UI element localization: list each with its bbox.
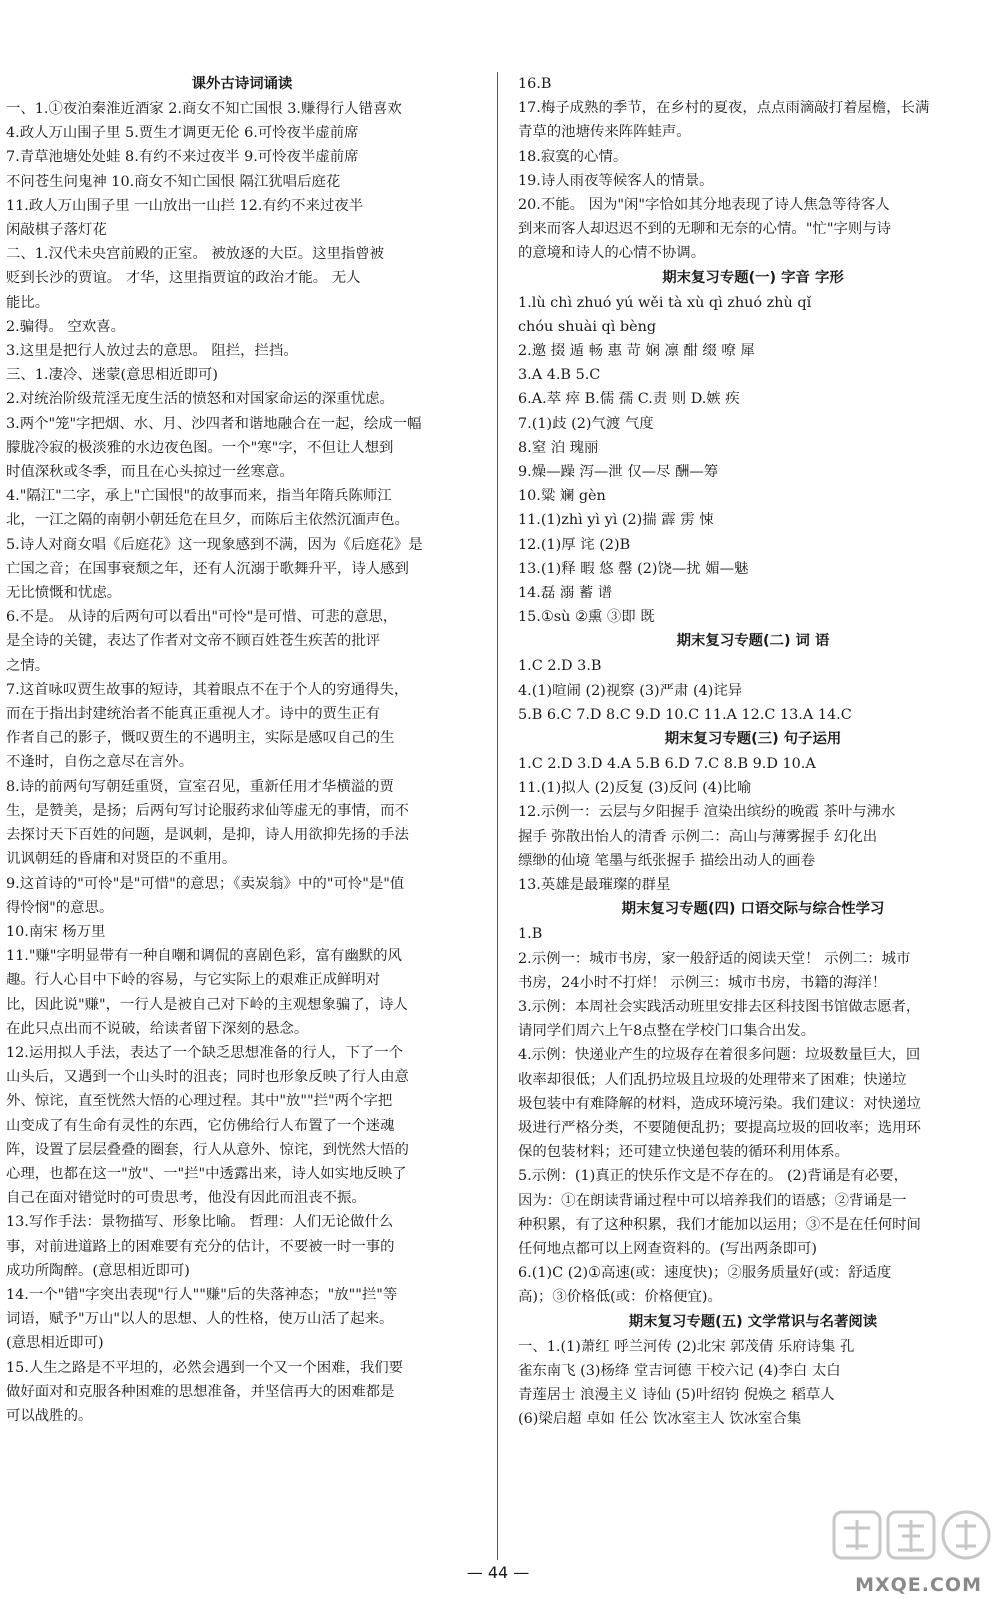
answer-line: 12.(1)厚 诧 (2)B [518, 536, 631, 553]
answer-line: 得怜悯"的意思。 [6, 899, 114, 916]
answer-line: 的意境和诗人的心情不协调。 [518, 245, 706, 262]
answer-line: 5.诗人对商女唱《后庭花》这一现象感到不满，因为《后庭花》是 [6, 536, 423, 553]
section-heading-5: 期末复习专题(五) 文学常识与名著阅读 [628, 1313, 878, 1330]
answer-line: 3.这里是把行人放过去的意思。 阻拦，拦挡。 [6, 343, 298, 360]
section-1-lines [518, 291, 988, 630]
answer-line: 一、1.(1)萧红 呼兰河传 (2)北宋 郭茂倩 乐府诗集 孔 [518, 1338, 855, 1355]
answer-line: 种积累，有了这种积累，我们才能加以运用；③不是在任何时间 [518, 1216, 921, 1233]
answer-line: 去探讨天下百姓的问题，是讽刺，是抑，诗人用欲抑先扬的手法 [6, 827, 409, 844]
answer-line: 6.不是。 从诗的后两句可以看出"可怜"是可惜、可悲的意思， [6, 609, 398, 626]
answer-line: 7.青草池塘处处蛙 8.有约不来过夜半 9.可怜夜半虚前席 [6, 149, 359, 166]
section-heading-3: 期末复习专题(三) 句子运用 [664, 731, 842, 748]
answer-line: 6.A.萃 瘁 B.儒 孺 C.责 则 D.嫉 疾 [518, 391, 740, 408]
answer-line: 雀东南飞 (3)杨绛 堂吉诃德 干校六记 (4)李白 太白 [518, 1362, 841, 1379]
answer-line: 山变成了有生命有灵性的东西，它仿佛给行人布置了一个迷魂 [6, 1117, 395, 1134]
answer-line: 心理，也都在这一"放"、一"拦"中透露出来，诗人如实地反映了 [6, 1165, 407, 1182]
answer-line: 8.窒 泊 瑰丽 [518, 439, 599, 456]
answer-line: 4.示例：快递业产生的垃圾存在着很多问题：垃圾数量巨大，回 [518, 1047, 921, 1064]
answer-line: (6)梁启超 卓如 任公 饮冰室主人 饮冰室合集 [518, 1411, 802, 1428]
answer-line: 6.(1)C (2)①高速(或：速度快)；②服务质量好(或：舒适度 [518, 1265, 892, 1282]
answer-line: 13.写作手法：景物描写、形象比喻。 哲理：人们无论做什么 [6, 1214, 394, 1231]
answer-line: 11.政人万山围子里 一山放出一山拦 12.有约不来过夜半 [6, 197, 364, 214]
answer-line: 讥讽朝廷的昏庸和对贤臣的不重用。 [6, 851, 237, 868]
answer-line: 缥缈的仙境 笔墨与纸张握手 描绘出动人的画卷 [518, 852, 815, 869]
answer-line: 2.邀 掇 遁 畅 惠 苛 娴 凛 酣 缀 嘹 犀 [518, 343, 755, 360]
answer-line: 保的包装材料；还可建立快递包装的循环利用体系。 [518, 1144, 849, 1161]
answer-line: 9.这首诗的"可怜"是"可惜"的意思；《卖炭翁》中的"可怜"是"值 [6, 875, 405, 892]
section-3-lines [518, 752, 988, 897]
answer-line: 无比愤慨和忧虑。 [6, 585, 122, 602]
answer-line: 7.这首咏叹贾生故事的短诗，其着眼点不在于个人的穷通得失， [6, 681, 409, 698]
answer-line: 5.示例：(1)真正的快乐作文是不存在的。 (2)背诵是有必要， [518, 1168, 909, 1185]
answer-line: 青莲居士 浪漫主义 诗仙 (5)叶绍钧 倪焕之 稻草人 [518, 1386, 835, 1403]
answer-line: 14.磊 溺 蓄 谱 [518, 585, 613, 602]
answer-line: 时值深秋或冬季，而且在心头掠过一丝寒意。 [6, 464, 294, 481]
answer-line: 词语，赋予"万山"以人的思想、人的性格，使万山活了起来。 [6, 1311, 394, 1328]
answer-line: 到来而客人却迟迟不到的无聊和无奈的心情。"忙"字则与诗 [518, 221, 892, 238]
answer-line: 12.示例一：云层与夕阳握手 渲染出缤纷的晚霞 茶叶与沸水 [518, 804, 896, 821]
answer-line: 15.①sù ②熏 ③即 既 [518, 609, 655, 626]
left-column [6, 72, 478, 1428]
answer-line: 15.人生之路是不平坦的，必然会遇到一个又一个困难，我们要 [6, 1359, 404, 1376]
answer-line: 成功所陶醉。(意思相近即可) [6, 1262, 190, 1279]
answer-line: 3.A 4.B 5.C [518, 367, 601, 384]
answer-line: 朦胧冷寂的极淡雅的水边夜色图。一个"寒"字，不但让人想到 [6, 439, 394, 456]
answer-line: 11."赚"字明显带有一种自嘲和调侃的喜剧色彩，富有幽默的风 [6, 948, 402, 965]
answer-line: 任何地点都可以上网查资料的。(写出两条即可) [518, 1240, 818, 1257]
answer-line: 做好面对和克服各种困难的思想准备，并坚信再大的困难都是 [6, 1383, 395, 1400]
answer-line: 二、1.汉代未央宫前殿的正室。 被放逐的大臣。这里指曾被 [6, 246, 385, 263]
answer-line: 1.C 2.D 3.B [518, 658, 602, 675]
section-heading-4: 期末复习专题(四) 口语交际与综合性学习 [621, 901, 885, 918]
section-heading-1: 期末复习专题(一) 字音 字形 [662, 269, 844, 286]
answer-line: 请同学们周六上午8点整在学校门口集合出发。 [518, 1023, 815, 1040]
answer-line: 18.寂寞的心情。 [518, 148, 628, 165]
answer-line: 不逢时，自伤之意尽在言外。 [6, 754, 194, 771]
answer-line: 13.(1)释 暇 悠 罄 (2)饶—扰 媚—魅 [518, 560, 749, 577]
answer-line: 4.(1)喧闹 (2)视察 (3)严肃 (4)诧异 [518, 682, 743, 699]
answer-line: 19.诗人雨夜等候客人的情景。 [518, 172, 714, 189]
answer-line: 因为：①在朗读背诵过程中可以培养我们的语感；②背诵是一 [518, 1192, 907, 1209]
section-2-lines [518, 654, 988, 727]
answer-line: 不问苍生问鬼神 10.商女不知亡国恨 隔江犹唱后庭花 [6, 173, 341, 190]
answer-line: 贬到长沙的贾谊。 才华，这里指贾谊的政治才能。 无人 [6, 270, 361, 287]
answer-line: 自己在面对错觉时的可贵思考，他没有因此而沮丧不振。 [6, 1190, 366, 1207]
answer-line: 一、1.①夜泊秦淮近酒家 2.商女不知亡国恨 3.赚得行人错喜欢 [6, 101, 402, 117]
answer-line: 比，因此说"赚"，一行人是被自己对下岭的主观想象骗了，诗人 [6, 996, 408, 1013]
answer-line: 14.一个"错"字突出表现"行人""赚"后的失落神态；"放""拦"等 [6, 1286, 398, 1303]
answer-line: 10.粱 斓 gèn [518, 488, 606, 505]
section-4-lines [518, 922, 988, 1309]
answer-line: 圾进行严格分类，不要随便乱扔；要提高垃圾的回收率；选用环 [518, 1119, 921, 1136]
watermark-site: MXQE.COM [855, 1574, 982, 1596]
answer-line: 2.示例一：城市书房，家一般舒适的阅读天堂！ 示例二：城市 [518, 950, 911, 967]
answer-line: 11.(1)拟人 (2)反复 (3)反问 (4)比喻 [518, 780, 752, 797]
answer-line: 生，是赞美，是扬；后两句写讨论服药求仙等虚无的事情，而不 [6, 802, 409, 819]
answer-line: 在此只点出而不说破，给读者留下深刻的悬念。 [6, 1020, 309, 1037]
answer-line: 书房，24小时不打烊！ 示例三：城市书房，书籍的海洋！ [518, 974, 887, 991]
answer-line: 7.(1)歧 (2)气渡 气度 [518, 415, 654, 432]
page-number: — 44 — [466, 1563, 530, 1582]
answer-line: 9.燥—躁 泻—泄 仅—尽 酬—筹 [518, 464, 719, 481]
answer-line: 2.骗得。 空欢喜。 [6, 318, 126, 335]
answer-line: 事，对前进道路上的困难要有充分的估计，不要被一时一事的 [6, 1238, 395, 1255]
answer-line: 5.B 6.C 7.D 8.C 9.D 10.C 11.A 12.C 13.A 14.C [518, 706, 852, 723]
answer-line: 三、1.凄冷、迷蒙(意思相近即可) [6, 367, 219, 384]
answer-line: 青草的池塘传来阵阵蛙声。 [518, 124, 691, 141]
answer-line: 作者自己的影子，慨叹贾生的不遇明主，实际是感叹自己的生 [6, 730, 395, 747]
answer-line: 圾包装中有难降解的材料，造成环境污染。我们建议：对快递垃 [518, 1095, 921, 1112]
answer-line: 之情。 [6, 657, 50, 674]
answer-line: (意思相近即可) [6, 1335, 104, 1352]
answer-line: 北，一江之隔的南朝小朝廷危在旦夕，而陈后主依然沉湎声色。 [6, 512, 409, 529]
answer-line: 3.示例：本周社会实践活动班里安排去区科技图书馆做志愿者， [518, 998, 921, 1015]
answer-line: 是全诗的关键，表达了作者对文帝不顾百姓苍生疾苦的批评 [6, 633, 381, 650]
answer-line: 能比。 [6, 294, 50, 311]
answer-line: 4.政人万山围子里 5.贾生才调更无伦 6.可怜夜半虚前席 [6, 125, 359, 142]
answer-line: 握手 弥散出怡人的清香 示例二：高山与薄雾握手 幻化出 [518, 828, 878, 845]
answer-line: 阵，设置了层层叠叠的圈套，行人从意外、惊诧，到恍然大悟的 [6, 1141, 409, 1158]
answer-line: 高)；③价格低(或：价格便宜)。 [518, 1289, 722, 1306]
answer-line: 而在于指出封建统治者不能真正重视人才。诗中的贾生正有 [6, 706, 381, 723]
answer-line: 趣。行人心目中下岭的容易，与它实际上的艰难正成鲜明对 [6, 972, 381, 989]
answer-line: 1.C 2.D 3.D 4.A 5.B 6.D 7.C 8.B 9.D 10.A [518, 756, 816, 773]
left-answer-lines [6, 97, 478, 1428]
answer-line: 1.B [518, 926, 543, 943]
answer-line: 12.运用拟人手法，表达了一个缺乏思想准备的行人，下了一个 [6, 1044, 404, 1061]
column-divider [497, 72, 498, 1560]
answer-line: 16.B [518, 76, 552, 92]
right-column [518, 72, 988, 1431]
answer-line: 闲敲棋子落灯花 [6, 222, 107, 239]
answer-line: 17.梅子成熟的季节，在乡村的夏夜，点点雨滴敲打着屋檐，长满 [518, 100, 930, 117]
answer-line: 2.对统治阶级荒淫无度生活的愤怒和对国家命运的深重忧虑。 [6, 391, 394, 408]
answer-line: 山头后，又遇到一个山头时的沮丧；同时也形象反映了行人由意 [6, 1069, 409, 1086]
answer-line: 收率却很低；人们乱扔垃圾且垃圾的处理带来了困难；快递垃 [518, 1071, 907, 1088]
answer-line: chóu shuài qì bèng [518, 318, 657, 335]
section-heading: 课外古诗词诵读 [191, 76, 293, 92]
answer-line: 可以战胜的。 [6, 1407, 93, 1424]
answer-line: 8.诗的前两句写朝廷重贤，宣室召见，重新任用才华横溢的贾 [6, 778, 394, 795]
answer-line: 3.两个"笼"字把烟、水、月、沙四者和谐地融合在一起，绘成一幅 [6, 415, 422, 432]
right-top-lines [518, 72, 988, 266]
answer-line: 外、惊诧，直至恍然大悟的心理过程。其中"放""拦"两个字把 [6, 1093, 393, 1110]
answer-line: 亡国之音；在国事衰颓之年，还有人沉溺于歌舞升平，诗人感到 [6, 560, 409, 577]
section-heading-2: 期末复习专题(二) 词 语 [676, 633, 830, 650]
answer-line: 4."隔江"二字，承上"亡国恨"的故事而来，指当年隋兵陈师江 [6, 488, 392, 505]
answer-line: 11.(1)zhì yì yì (2)揣 霹 雳 悚 [518, 512, 714, 529]
answer-line: 20.不能。 因为"闲"字恰如其分地表现了诗人焦急等待客人 [518, 197, 890, 214]
section-5-lines [518, 1335, 988, 1432]
answer-line: 13.英雄是最璀璨的群星 [518, 877, 671, 894]
answer-line: 10.南宋 杨万里 [6, 923, 106, 940]
answer-line: 1.lù chì zhuó yú wěi tà xù qì zhuó zhù qǐ [518, 294, 812, 311]
